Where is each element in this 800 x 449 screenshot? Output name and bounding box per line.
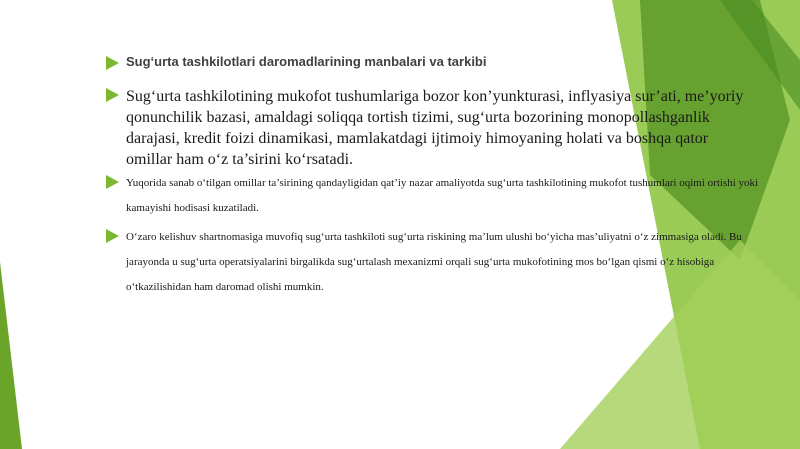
paragraph-1: Sug‘urta tashkilotining mukofot tushumlariga bozor kon’yunkturasi, inflyasiya sur’ati, me’yoriy qonunchilik bazasi, amaldagi soliqqa tortish tizimi, sug‘urta bozorining monopollashganlik darajasi, kredit foizi dinamikasi, mamlakatdagi ijtimoiy himoyaning holati va boshqa qator omillar ham o‘z ta’sirini ko‘rsatadi. (126, 88, 744, 168)
paragraph-3: O‘zaro kelishuv shartnomasiga muvofiq sug‘urta tashkiloti sug‘urta riskining ma’lum ulushi bo‘yicha mas’uliyatni o‘z zimmasiga oladi. Bu jarayonda u sug‘urta operatsiyalarini birgalikda sug‘urtalash mexanizmi orqali sug‘urta mukofotining mos bo‘lgan qismi o‘z hisobiga o‘tkazilishidan ham daromad olishi mumkin. (126, 231, 742, 293)
left-green-shape (0, 262, 22, 449)
bullet-icon (106, 229, 119, 243)
slide-heading: Sug‘urta tashkilotlari daromadlarining manbalari va tarkibi (126, 54, 487, 69)
bullet-icon (106, 56, 119, 70)
bullet-icon (106, 175, 119, 189)
bullet-icon (106, 88, 119, 102)
paragraph-2: Yuqorida sanab o‘tilgan omillar ta’sirining qandayligidan qat’iy nazar amaliyotda sug‘urta tashkilotining mukofot tushumlari oqimi ortishi yoki kamayishi hodisasi kuzatiladi. (126, 177, 759, 214)
